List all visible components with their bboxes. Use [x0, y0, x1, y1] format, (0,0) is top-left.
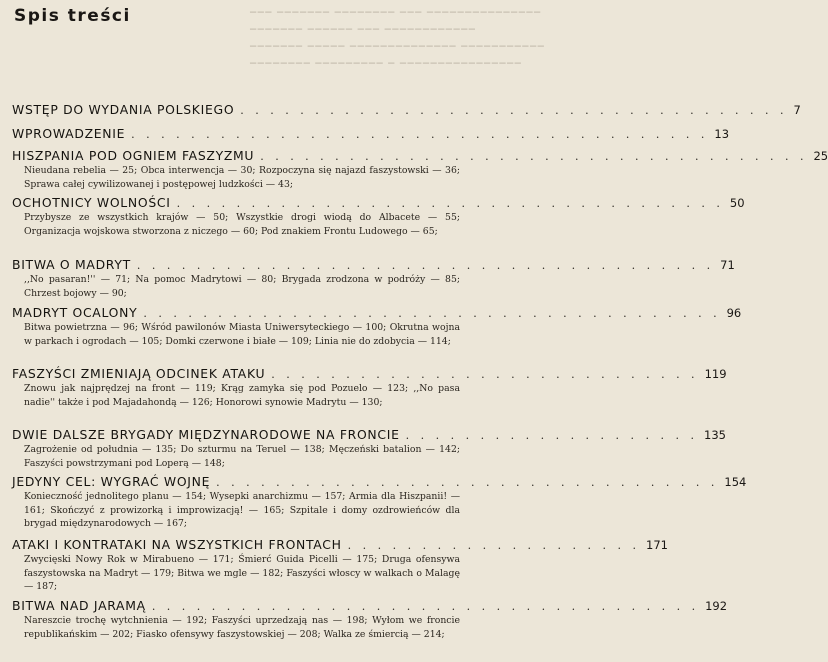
chapter-title: WPROWADZENIE	[12, 126, 126, 141]
page-number: 192	[705, 599, 728, 613]
leader-dots: . . . . . . . . . . . . . . . . . . . . . . . . . . . . . . . . . . . . .	[260, 150, 808, 163]
toc-entry[interactable]	[12, 102, 801, 117]
toc-entry[interactable]	[12, 257, 735, 300]
chapter-title: FASZYŚCI ZMIENIAJĄ ODCINEK ATAKU	[12, 366, 266, 381]
chapter-title: MADRYT OCALONY	[12, 305, 138, 320]
page-number: 96	[726, 306, 742, 320]
page-number: 154	[724, 475, 747, 489]
page-number: 13	[714, 127, 730, 141]
page-number: 171	[646, 538, 668, 552]
page-title: Spis treści	[14, 6, 131, 26]
toc-entry[interactable]	[12, 598, 728, 641]
leader-dots: . . . . . . . . . . . . . . . . . . . . . . . . . . . . . . . . . . . . . . .	[136, 259, 715, 272]
chapter-title: BITWA O MADRYT	[12, 257, 131, 272]
chapter-sections: Zagrożenie od południa — 135; Do szturmu na Teruel — 138; Męczeński batalion — 142; Faszyści powstrzymani pod Loperą — 148;	[24, 444, 460, 469]
chapter-title: ATAKI I KONTRATAKI NA WSZYSTKICH FRONTACH	[12, 537, 342, 552]
toc-entry[interactable]	[12, 427, 726, 470]
leader-dots: . . . . . . . . . . . . . . . . . . . . . . . . . . . . . . . . . . . . .	[240, 104, 788, 117]
page-number: 7	[793, 103, 801, 117]
chapter-sections: Bitwa powietrzna — 96; Wśród pawilonów Miasta Uniwersyteckiego — 100; Okrutna wojna w parkach i ogrodach — 105; Domki czerwone i białe — 109; Linia nie do zdobycia — 114;	[24, 322, 460, 347]
leader-dots: . . . . . . . . . . . . . . . . . . . . . . . . . . . . . . . . . .	[216, 476, 719, 489]
toc-entry[interactable]	[12, 474, 747, 531]
page-number: 119	[704, 367, 727, 381]
page-number: 25	[813, 149, 828, 163]
chapter-title: JEDYNY CEL: WYGRAĆ WOJNĘ	[12, 474, 211, 489]
toc-entry[interactable]	[12, 537, 668, 594]
chapter-title: BITWA NAD JARAMĄ	[12, 598, 146, 613]
leader-dots: . . . . . . . . . . . . . . . . . . . .	[405, 429, 699, 442]
chapter-title: HISZPANIA POD OGNIEM FASZYZMU	[12, 148, 255, 163]
leader-dots: . . . . . . . . . . . . . . . . . . . . . . . . . . . . . . . . . . . . .	[176, 197, 724, 210]
chapter-sections: ,,No pasaran!'' — 71; Na pomoc Madrytowi — 80; Brygada zrodzona w podróży — 85; Chrzest bojowy — 90;	[24, 274, 460, 299]
toc-entry[interactable]	[12, 305, 742, 348]
chapter-sections: Zwycięski Nowy Rok w Mirabueno — 171; Śmierć Guida Picelli — 175; Druga ofensywa faszystowska na Madryt — 179; Bitwa we mgle — 182; Faszyści włoscy w walkach o Malagę — 187;	[24, 554, 460, 593]
leader-dots: . . . . . . . . . . . . . . . . . . . . . . . . . . . . .	[271, 368, 699, 381]
toc-entry[interactable]	[12, 366, 727, 409]
chapter-sections: Konieczność jednolitego planu — 154; Wysepki anarchizmu — 157; Armia dla Hiszpanii! — 161; Skończyć z prowizorką i improwizacją! — 165; Szpitale i domy ozdrowieńców dla brygad międzynarodowych — 167;	[24, 491, 460, 530]
leader-dots: . . . . . . . . . . . . . . . . . . . . . . . . . . . . . . . . . . . . .	[151, 600, 700, 613]
toc-entry[interactable]	[12, 195, 745, 238]
page-number: 135	[704, 428, 726, 442]
chapter-title: OCHOTNICY WOLNOŚCI	[12, 195, 171, 210]
leader-dots: . . . . . . . . . . . . . . . . . . . .	[347, 539, 641, 552]
chapter-title: DWIE DALSZE BRYGADY MIĘDZYNARODOWE NA FRONCIE	[12, 427, 400, 442]
toc-entry[interactable]	[12, 126, 730, 141]
leader-dots: . . . . . . . . . . . . . . . . . . . . . . . . . . . . . . . . . . . . . . .	[143, 307, 721, 320]
page-number: 71	[720, 258, 735, 272]
chapter-sections: Nareszcie trochę wytchnienia — 192; Faszyści uprzedzają nas — 198; Wyłom we froncie republikańskim — 202; Fiasko ofensywy faszystowskiej — 208; Walka ze śmiercią — 214;	[24, 615, 460, 640]
chapter-sections: Przybysze ze wszystkich krajów — 50; Wszystkie drogi wiodą do Albacete — 55; Organizacja wojskowa stworzona z niczego — 60; Pod znakiem Frontu Ludowego — 65;	[24, 212, 460, 237]
chapter-sections: Nieudana rebelia — 25; Obca interwencja — 30; Rozpoczyna się najazd faszystowski — 36; Sprawa całej cywilizowanej i postępowej ludzkości — 43;	[24, 165, 460, 190]
leader-dots: . . . . . . . . . . . . . . . . . . . . . . . . . . . . . . . . . . . . . . .	[131, 128, 709, 141]
chapter-sections: Znowu jak najprędzej na front — 119; Krąg zamyka się pod Pozuelo — 123; ,,No pasa nadie'' także i pod Majadahondą — 126; Honorowi synowie Madrytu — 130;	[24, 383, 460, 408]
chapter-title: WSTĘP DO WYDANIA POLSKIEGO	[12, 102, 235, 117]
toc-entry[interactable]	[12, 148, 828, 191]
bleed-through-text: ▔▔▔ ▔▔▔▔▔▔▔ ▔▔▔▔▔▔▔▔ ▔▔▔ ▔▔▔▔▔▔▔▔▔▔▔▔▔▔▔ ▔▔▔▔▔▔▔ ▔▔▔▔▔▔ ▔▔▔ ▔▔▔▔▔▔▔▔▔▔▔▔ ▔▔▔▔▔▔▔ ▔▔▔▔▔ ▔▔▔▔▔▔▔▔▔▔▔▔▔▔ ▔▔▔▔▔▔▔▔▔▔▔ ▔▔▔▔▔▔▔▔ ▔▔▔▔▔▔▔▔▔ ▔ ▔▔▔▔▔▔▔▔▔▔▔▔▔▔▔▔	[250, 12, 546, 72]
page-number: 50	[729, 196, 745, 210]
